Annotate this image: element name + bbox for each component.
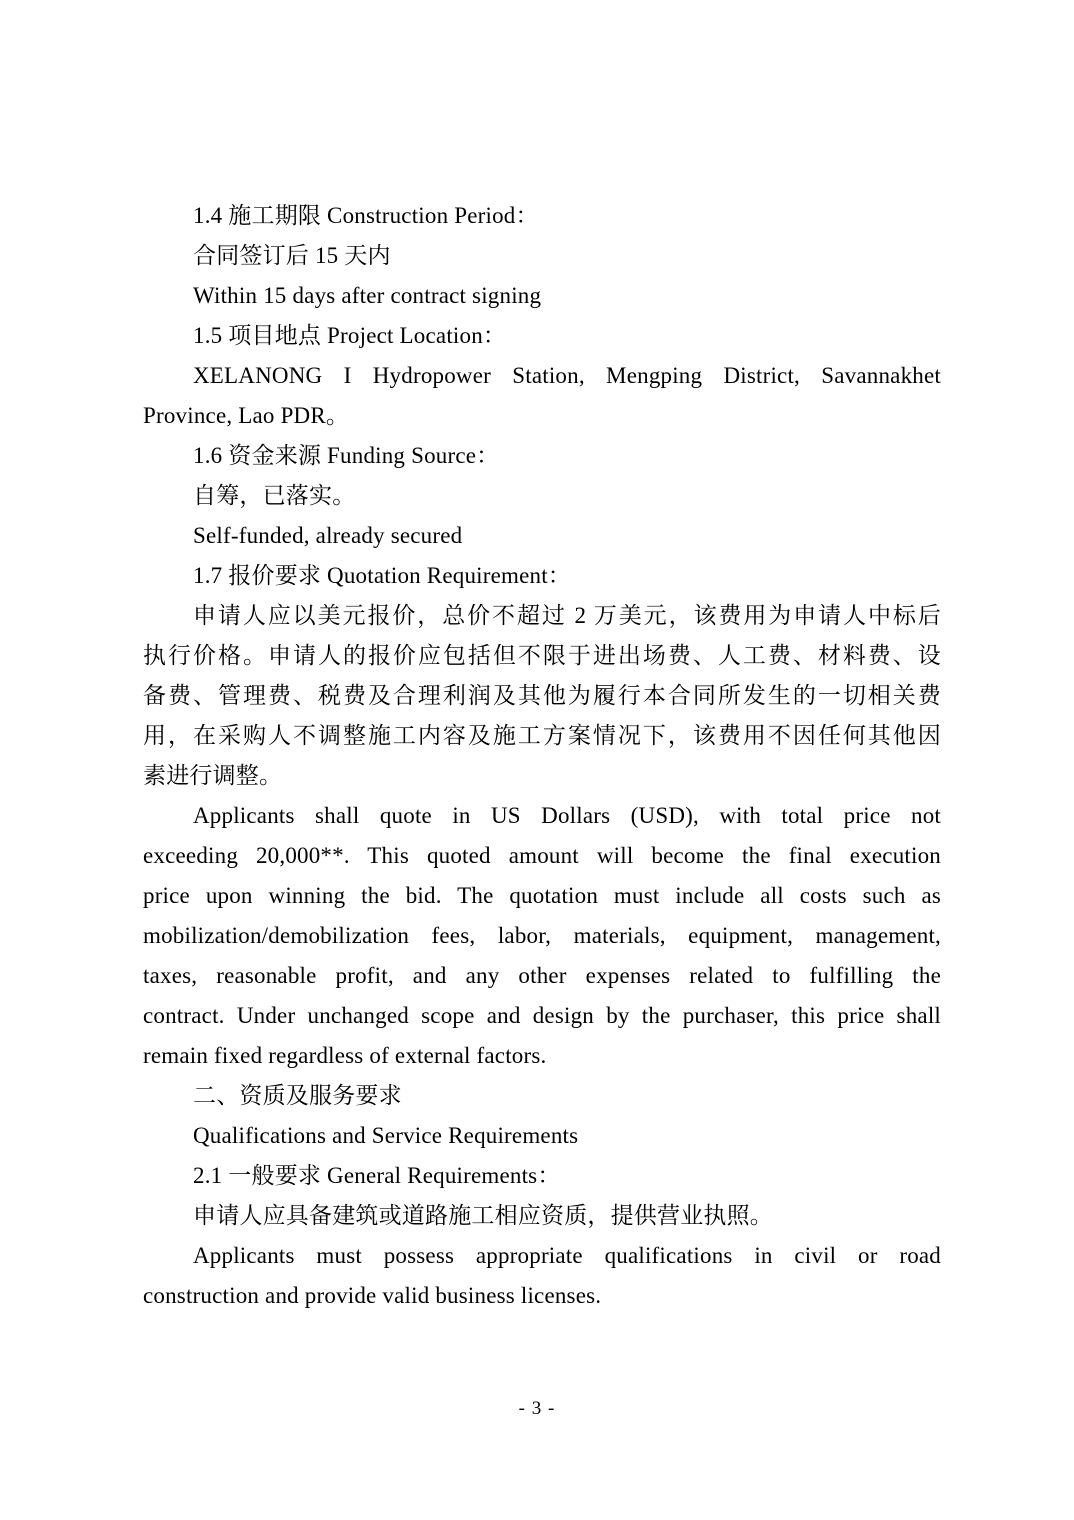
text-line: 用，在采购人不调整施工内容及施工方案情况下，该费用不因任何其他因 — [143, 723, 941, 748]
text-line: remain fixed regardless of external factors. — [143, 1043, 547, 1068]
text-line: exceeding 20,000**. This quoted amount will become the final execution — [143, 843, 941, 868]
text-line: 1.7 报价要求 Quotation Requirement： — [193, 563, 571, 588]
construction-period-zh — [143, 236, 941, 276]
text-line: 自筹，已落实。 — [193, 483, 356, 508]
text-line: taxes, reasonable profit, and any other expenses related to fulfilling the — [143, 963, 941, 988]
text-line: 1.5 项目地点 Project Location： — [193, 323, 507, 348]
page-footer — [0, 1396, 1074, 1422]
funding-source-zh — [143, 476, 941, 516]
text-line: 合同签订后 15 天内 — [193, 243, 391, 268]
funding-source-en — [143, 516, 941, 556]
text-line: 1.4 施工期限 Construction Period： — [193, 203, 539, 228]
project-location-en — [143, 356, 941, 436]
heading-1-4-construction-period — [143, 196, 941, 236]
text-line: contract. Under unchanged scope and design by the purchaser, this price shall — [143, 1003, 941, 1028]
document-body — [143, 196, 941, 1316]
text-line: 备费、管理费、税费及合理利润及其他为履行本合同所发生的一切相关费 — [143, 683, 941, 708]
text-line: 申请人应以美元报价，总价不超过 2 万美元，该费用为申请人中标后 — [193, 603, 941, 628]
text-line: 素进行调整。 — [143, 763, 283, 788]
heading-1-5-project-location — [143, 316, 941, 356]
text-line: Applicants shall quote in US Dollars (USD), with total price not — [193, 803, 941, 828]
text-line: construction and provide valid business licenses. — [143, 1283, 602, 1308]
quotation-requirement-zh — [143, 596, 941, 796]
text-line: 二、资质及服务要求 — [193, 1083, 402, 1108]
text-line: Province, Lao PDR。 — [143, 403, 350, 428]
page-number: - 3 - — [518, 1398, 556, 1419]
general-requirements-en — [143, 1236, 941, 1316]
text-line: Self-funded, already secured — [193, 523, 463, 548]
heading-2-1-general-requirements — [143, 1156, 941, 1196]
text-line: mobilization/demobilization fees, labor, materials, equipment, management, — [143, 923, 941, 948]
text-line: 执行价格。申请人的报价应包括但不限于进出场费、人工费、材料费、设 — [143, 643, 941, 668]
general-requirements-zh — [143, 1196, 941, 1236]
text-line: 1.6 资金来源 Funding Source： — [193, 443, 500, 468]
text-line: Qualifications and Service Requirements — [193, 1123, 579, 1148]
text-line: price upon winning the bid. The quotation must include all costs such as — [143, 883, 941, 908]
text-line: 申请人应具备建筑或道路施工相应资质，提供营业执照。 — [193, 1203, 773, 1228]
heading-1-6-funding-source — [143, 436, 941, 476]
construction-period-en — [143, 276, 941, 316]
heading-1-7-quotation-requirement — [143, 556, 941, 596]
heading-2-qualifications-zh — [143, 1076, 941, 1116]
text-line: Applicants must possess appropriate qualifications in civil or road — [193, 1243, 941, 1268]
quotation-requirement-en — [143, 796, 941, 1076]
text-line: 2.1 一般要求 General Requirements： — [193, 1163, 561, 1188]
heading-2-qualifications-en — [143, 1116, 941, 1156]
text-line: XELANONG I Hydropower Station, Mengping District, Savannakhet — [193, 363, 941, 388]
text-line: Within 15 days after contract signing — [193, 283, 542, 308]
